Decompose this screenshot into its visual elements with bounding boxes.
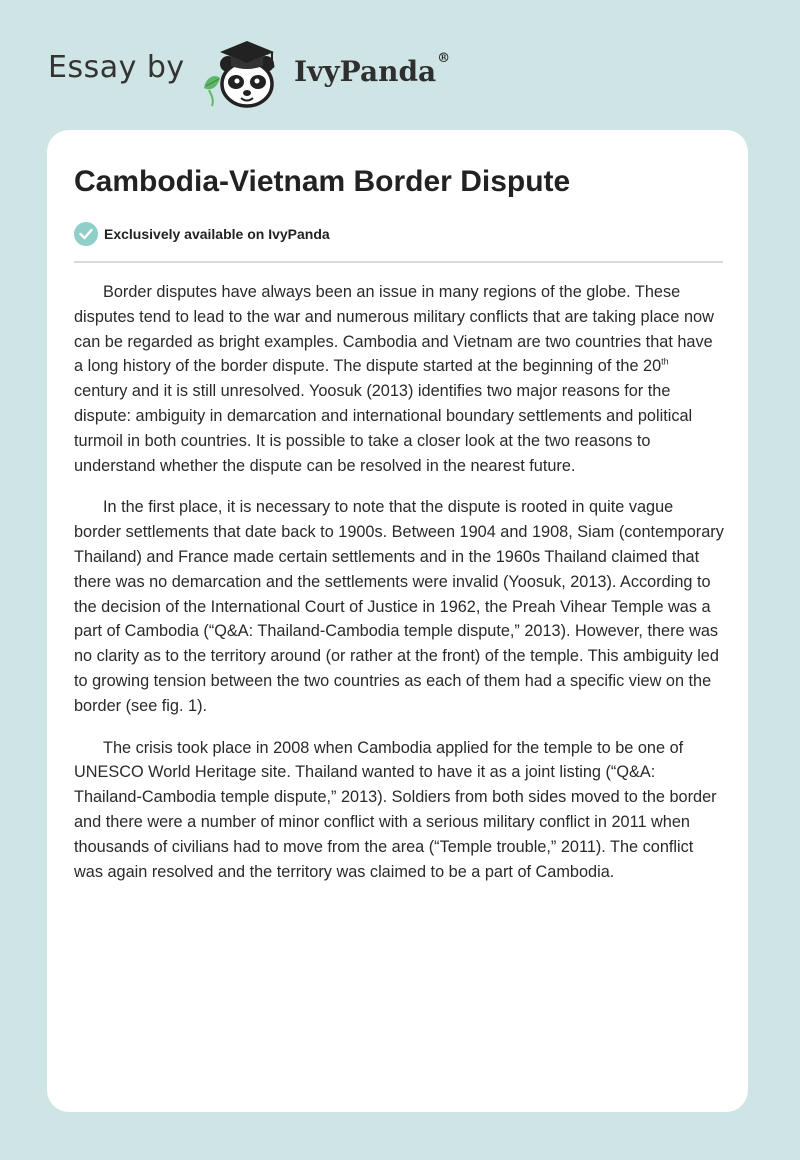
paragraph: The crisis took place in 2008 when Cambodia applied for the temple to be one of UNESCO World Heritage site. Thailand wanted to have it as a joint listing (“Q&A: Thailand-Cambodia temple dispute,” 2013). Soldiers from both sides moved to the border and there were a number of minor conflict with a serious military conflict in 2011 when thousands of civilians had to move from the area (“Temple trouble,” 2011). The conflict was again resolved and the territory was claimed to be a part of Cambodia. xyxy=(74,738,717,881)
paragraph: In the first place, it is necessary to note that the dispute is rooted in quite vague border settlements that date back to 1900s. Between 1904 and 1908, Siam (contemporary Thailand) and France made certain settlements and in the 1960s Thailand claimed that there was no demarcation and the settlements were invalid (Yoosuk, 2013). According to the decision of the International Court of Justice in 1962, the Preah Vihear Temple was a part of Cambodia (“Q&A: Thailand-Cambodia temple dispute,” 2013). However, there was no clarity as to the territory around (or rather at the front) of the temple. This ambiguity led to growing tension between the two countries as each of them had a specific view on the border (see fig. 1). xyxy=(74,498,724,715)
superscript: th xyxy=(661,356,669,367)
essay-card xyxy=(47,130,748,1112)
exclusive-badge xyxy=(74,222,330,246)
panda-logo-icon xyxy=(200,36,294,110)
essay-body xyxy=(74,280,724,901)
page-title: Cambodia-Vietnam Border Dispute xyxy=(74,165,571,198)
paragraph: Border disputes have always been an issue in many regions of the globe. These disputes tend to lead to the war and numerous military conflicts that are taking place now can be regarded as bright examples. Cambodia and Vietnam are two countries that have a long history of the border dispute. The dispute started at the beginning of the 20th century and it is still unresolved. Yoosuk (2013) identifies two major reasons for the dispute: ambiguity in demarcation and international boundary settlements and political turmoil in both countries. It is possible to take a closer look at the two reasons to understand whether the dispute can be resolved in the nearest future. xyxy=(74,283,714,475)
exclusive-badge-label: Exclusively available on IvyPanda xyxy=(104,226,330,242)
check-circle-icon xyxy=(74,222,98,246)
site-header xyxy=(0,0,800,130)
divider xyxy=(74,261,723,263)
brand-name: IvyPanda xyxy=(294,55,437,88)
ivypanda-brand xyxy=(294,51,451,88)
registered-mark: ® xyxy=(437,51,451,66)
essay-by-label: Essay by xyxy=(48,50,185,85)
